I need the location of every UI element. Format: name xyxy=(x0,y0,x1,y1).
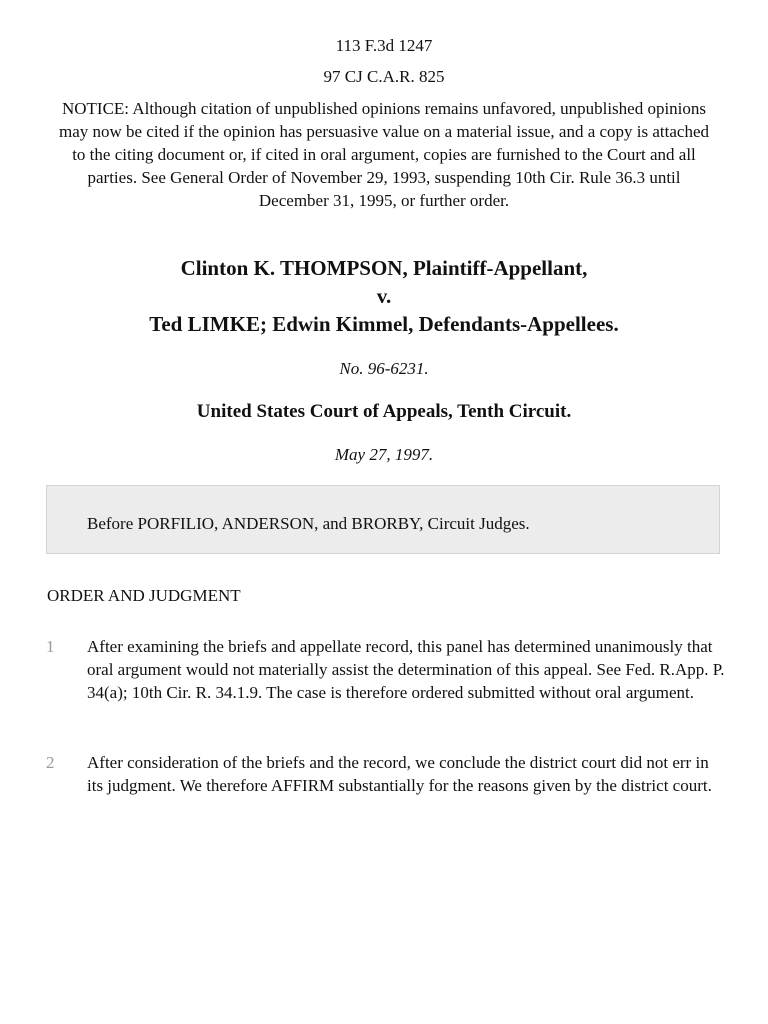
section-heading: ORDER AND JUDGMENT xyxy=(47,586,241,605)
decision-date: May 27, 1997. xyxy=(334,445,434,464)
secondary-citation: 97 CJ C.A.R. 825 xyxy=(323,67,445,86)
docket-number: No. 96-6231. xyxy=(339,359,429,378)
defendants-line: Ted LIMKE; Edwin Kimmel, Defendants-Appellees. xyxy=(149,312,619,336)
reporter-citation: 113 F.3d 1247 xyxy=(335,36,433,55)
judges-panel-text: Before PORFILIO, ANDERSON, and BRORBY, Circuit Judges. xyxy=(87,514,530,533)
versus-line: v. xyxy=(376,284,392,308)
case-caption xyxy=(0,254,768,338)
court-name: United States Court of Appeals, Tenth Circuit. xyxy=(196,401,572,422)
unpublished-notice: NOTICE: Although citation of unpublished opinions remains unfavored, unpublished opinions may now be cited if the opinion has persuasive value on a material issue, and a copy is attached to the citing document or, if cited in oral argument, copies are furnished to the Court and all parties. See General Order of November 29, 1993, suspending 10th Cir. Rule 36.3 until December 31, 1995, or further order. xyxy=(58,99,710,210)
paragraph-number[interactable]: 1 xyxy=(46,637,55,656)
judges-panel-box xyxy=(46,485,720,554)
paragraph-number[interactable]: 2 xyxy=(46,753,55,772)
paragraph-text: After consideration of the briefs and the record, we conclude the district court did not err in its judgment. We therefore AFFIRM substantially for the reasons given by the district court. xyxy=(87,753,712,795)
paragraph-text: After examining the briefs and appellate record, this panel has determined unanimously that oral argument would not materially assist the determination of this appeal. See Fed. R.App. P. 34(a); 10th Cir. R. 34.1.9. The case is therefore ordered submitted without oral argument. xyxy=(87,637,725,702)
plaintiff-line: Clinton K. THOMPSON, Plaintiff-Appellant, xyxy=(180,256,588,280)
